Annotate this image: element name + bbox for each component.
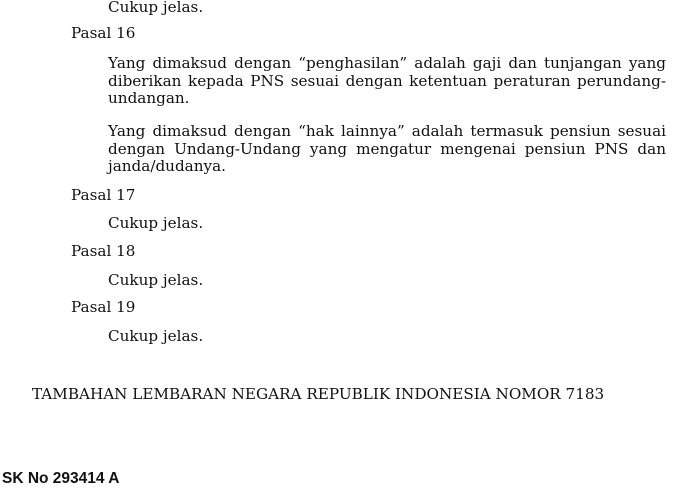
pasal-17-text: Cukup jelas.	[108, 214, 204, 232]
pasal-16-heading: Pasal 16	[71, 24, 136, 42]
pasal-16-paragraph-2: Yang dimaksud dengan “hak lainnya” adalah termasuk pensiun sesuai dengan Undang-Undang yang mengatur mengenai pensiun PNS dan janda/dudanya.	[108, 122, 666, 176]
pasal-18-heading: Pasal 18	[71, 242, 136, 260]
pasal-19-text: Cukup jelas.	[108, 327, 204, 345]
pasal-16-paragraph-1: Yang dimaksud dengan “penghasilan” adalah gaji dan tunjangan yang diberikan kepada PNS sesuai dengan ketentuan peraturan perundang-undangan.	[108, 54, 666, 108]
top-fragment-text: Cukup jelas.	[108, 0, 204, 16]
supplement-reference: TAMBAHAN LEMBARAN NEGARA REPUBLIK INDONESIA NOMOR 7183	[32, 385, 605, 403]
pasal-19-heading: Pasal 19	[71, 298, 136, 316]
serial-code: SK No 293414 A	[2, 470, 120, 487]
pasal-18-text: Cukup jelas.	[108, 271, 204, 289]
pasal-17-heading: Pasal 17	[71, 186, 136, 204]
